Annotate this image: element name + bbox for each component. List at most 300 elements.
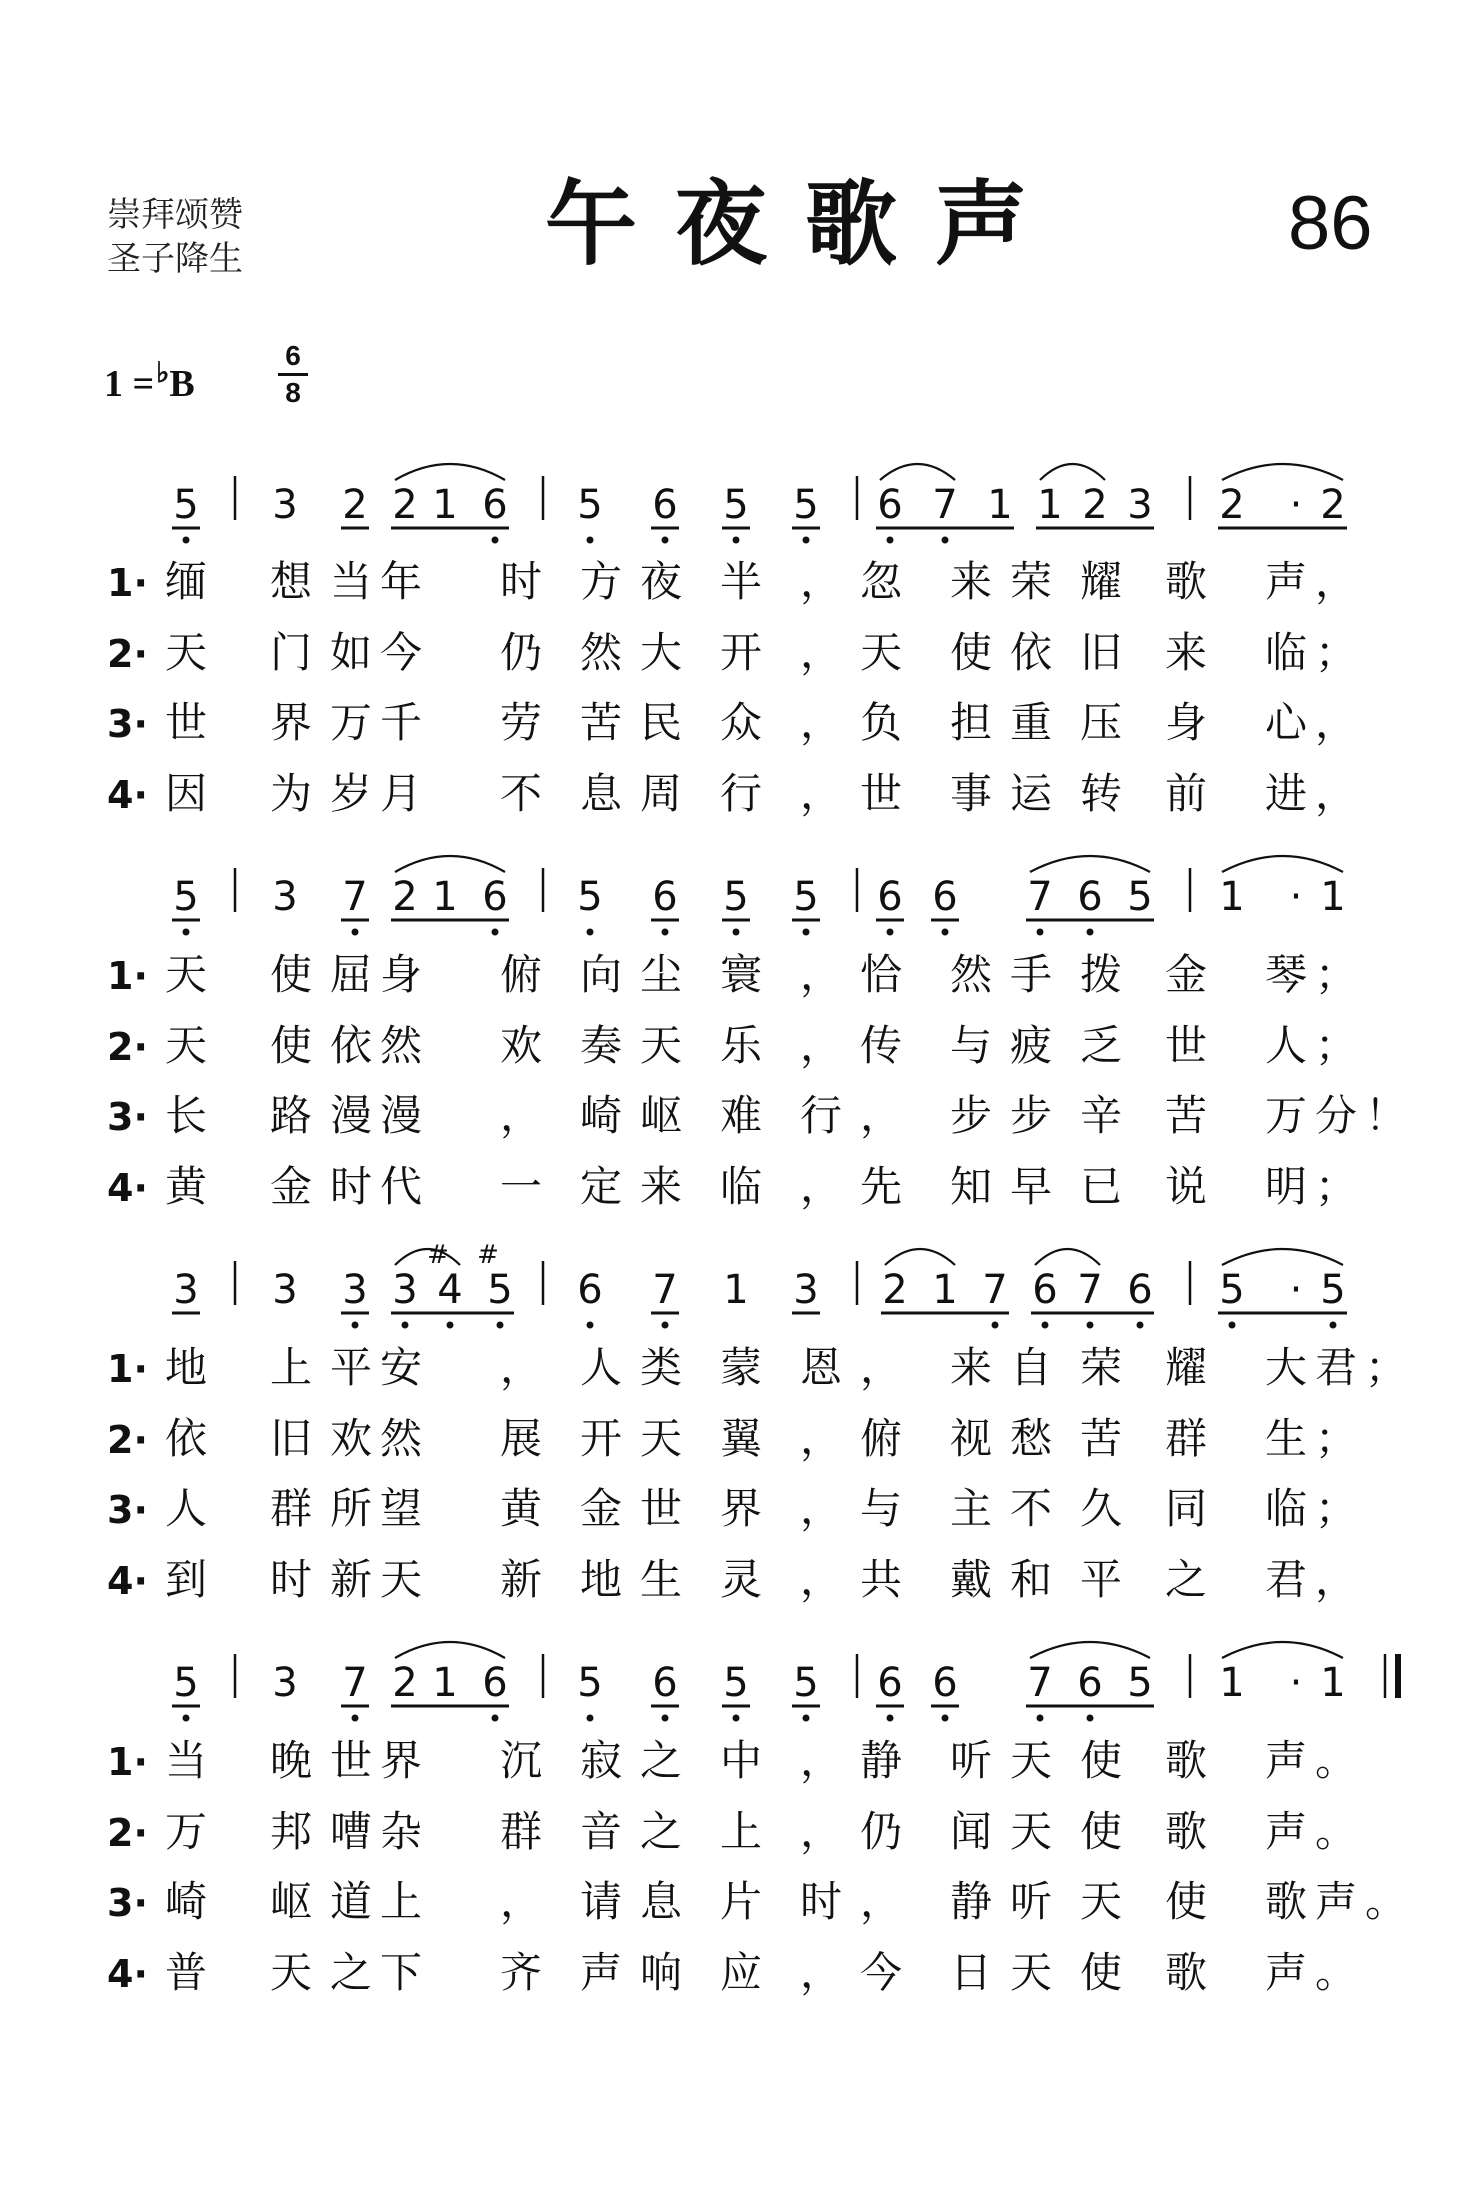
lyric-char: 使 [1080,1736,1123,1785]
lyric-char: 耀 [1165,1343,1208,1392]
octave-dot-below [352,929,359,936]
note: 6 [652,482,678,528]
lyric-char: 行 [720,769,763,818]
lyric-char: 前 [1165,769,1208,818]
lyric-char: 早 [1010,1162,1053,1211]
lyric-char: 俯 [500,950,543,999]
lyric-char: 君 [1315,1343,1358,1392]
octave-dot-below [587,1715,594,1722]
lyric-char: 不 [500,769,543,818]
lyric-char: 今 [860,1948,903,1997]
pickup-note: 5 [173,874,199,920]
lyric-char: 平 [1080,1555,1123,1604]
verse-number: 2· [107,632,148,676]
lyric-char: 日 [950,1948,993,1997]
octave-dot-below [942,537,949,544]
note: 7 [342,874,368,920]
note: 6 [1077,874,1103,920]
lyric-char: ， [800,1736,843,1785]
note: 1 [1037,482,1063,528]
note: 6 [932,874,958,920]
lyric-char: 黄 [500,1484,543,1533]
lyric-char: 和 [1010,1555,1053,1604]
lyric-char: 愁 [1010,1414,1053,1463]
lyric-char: 恰 [860,950,903,999]
note: 5 [1320,1267,1346,1313]
note: 6 [877,482,903,528]
octave-dot-below [447,1322,454,1329]
lyric-char: 明 [1265,1162,1308,1211]
lyric-char: 事 [950,769,993,818]
lyric-char: 使 [1165,1877,1208,1926]
lyric-char: 时 [800,1877,843,1926]
lyric-char: 之 [1165,1555,1208,1604]
note: · [1289,1267,1303,1313]
octave-dot-below [492,929,499,936]
lyric-char: 类 [640,1343,683,1392]
lyric-char: 手 [1010,950,1053,999]
lyric-char: ， [800,628,843,677]
lyric-char: 忽 [860,557,903,606]
lyric-char: ， [800,1948,843,1997]
note: 1 [723,1267,749,1313]
lyric-char: 金 [580,1484,623,1533]
lyric-char: 说 [1165,1162,1208,1211]
lyric-char: 。 [1365,1877,1408,1926]
lyric-char: 然 [380,1414,423,1463]
lyric-char: 拨 [1080,950,1123,999]
octave-dot-below [1087,1322,1094,1329]
lyric-char: 下 [380,1948,423,1997]
lyric-char: 使 [950,628,993,677]
lyric-char: 步 [950,1091,993,1140]
lyric-char: 使 [270,1021,313,1070]
lyric-char: 漫 [380,1091,423,1140]
lyric-char: 时 [330,1162,373,1211]
slur [1222,856,1343,872]
note: 1 [432,482,458,528]
note: 5 [1219,1267,1245,1313]
lyric-char: 分 [1315,1091,1358,1140]
slur [1040,464,1105,480]
slur [1222,1642,1343,1658]
lyric-char: 声 [1315,1877,1358,1926]
lyric-char: 然 [950,950,993,999]
lyric-char: 界 [720,1484,763,1533]
lyric-char: 缅 [165,557,208,606]
lyric-char: 新 [500,1555,543,1604]
lyric-char: 之 [330,1948,373,1997]
note: 3 [1127,482,1153,528]
key-prefix: 1 = [104,363,155,405]
lyric-char: 千 [380,698,423,747]
lyric-char: 荣 [1080,1343,1123,1392]
lyric-char: 歌 [1165,1736,1208,1785]
verse-number: 1· [107,561,148,605]
lyric-char: 时 [500,557,543,606]
lyric-char: 共 [860,1555,903,1604]
pickup-dot-below [183,1715,190,1722]
lyric-char: 不 [1010,1484,1053,1533]
lyric-char: 声 [1265,1948,1308,1997]
lyric-char: ， [1315,557,1358,606]
lyric-char: 使 [1080,1948,1123,1997]
lyric-char: 仍 [860,1807,903,1856]
lyric-char: ， [860,1877,903,1926]
lyric-char: 息 [580,769,623,818]
note: 3 [793,1267,819,1313]
lyric-char: 俯 [860,1414,903,1463]
lyric-char: 苦 [580,698,623,747]
note: · [1289,482,1303,528]
note: 1 [987,482,1013,528]
slur [395,1642,505,1658]
lyric-char: 依 [1010,628,1053,677]
note: 3 [272,1267,298,1313]
lyric-char: 片 [720,1877,763,1926]
note: 5 [577,482,603,528]
lyric-char: 天 [165,950,208,999]
sharp-accidental: # [427,1240,449,1270]
octave-dot-below [352,1322,359,1329]
lyric-char: ， [1315,769,1358,818]
lyric-char: 天 [1010,1736,1053,1785]
note: 5 [577,1660,603,1706]
octave-dot-below [1087,1715,1094,1722]
lyric-char: 知 [950,1162,993,1211]
lyric-char: 应 [720,1948,763,1997]
lyric-char: ； [1315,950,1358,999]
lyric-char: 乏 [1080,1021,1123,1070]
octave-dot-below [1087,929,1094,936]
lyric-char: 来 [640,1162,683,1211]
note: 2 [882,1267,908,1313]
verse-number: 2· [107,1025,148,1069]
lyric-char: 群 [270,1484,313,1533]
lyric-char: 想 [270,557,313,606]
lyric-char: ， [860,1343,903,1392]
slur [885,1249,955,1265]
octave-dot-below [1330,1322,1337,1329]
lyric-char: 漫 [330,1091,373,1140]
lyric-char: 世 [640,1484,683,1533]
note: 7 [1027,874,1053,920]
lyric-char: 夜 [640,557,683,606]
lyric-char: 门 [270,628,313,677]
note: 5 [793,874,819,920]
lyric-char: 之 [640,1736,683,1785]
lyric-char: 天 [640,1021,683,1070]
lyric-char: 众 [720,698,763,747]
lyric-char: 金 [1165,950,1208,999]
note: 6 [877,874,903,920]
note: 7 [342,1660,368,1706]
lyric-char: 歌 [1165,1807,1208,1856]
lyric-char: 杂 [380,1807,423,1856]
slur [1222,1249,1343,1265]
lyric-char: ， [800,1555,843,1604]
slur [395,464,505,480]
verse-number: 3· [107,702,148,746]
lyric-char: 开 [580,1414,623,1463]
octave-dot-below [662,1322,669,1329]
lyric-char: 欢 [500,1021,543,1070]
lyric-char: 天 [1010,1948,1053,1997]
lyric-char: ； [1315,1021,1358,1070]
octave-dot-below [662,1715,669,1722]
lyric-char: ， [800,1414,843,1463]
lyric-char: 人 [1265,1021,1308,1070]
time-signature-top: 6 [285,340,301,371]
lyric-char: ， [800,1807,843,1856]
lyric-char: 之 [640,1807,683,1856]
octave-dot-below [492,537,499,544]
lyric-char: ； [1315,1414,1358,1463]
lyric-char: 主 [950,1484,993,1533]
note: 6 [652,1660,678,1706]
note: 6 [1077,1660,1103,1706]
lyric-char: 息 [640,1877,683,1926]
lyric-char: 生 [640,1555,683,1604]
note: · [1289,1660,1303,1706]
lyric-char: ， [500,1343,543,1392]
note: 2 [392,1660,418,1706]
lyric-char: 难 [720,1091,763,1140]
lyric-char: 荣 [1010,557,1053,606]
octave-dot-below [733,929,740,936]
slur [1222,464,1343,480]
lyric-char: 恩 [800,1343,843,1392]
lyric-char: 月 [380,769,423,818]
lyric-char: 时 [270,1555,313,1604]
note: 1 [1219,874,1245,920]
lyric-char: 身 [380,950,423,999]
lyric-char: 然 [580,628,623,677]
lyric-char: 然 [380,1021,423,1070]
lyric-char: 群 [1165,1414,1208,1463]
lyric-char: 沉 [500,1736,543,1785]
lyric-char: ； [1315,1162,1358,1211]
lyric-char: 民 [640,698,683,747]
lyric-char: 仍 [500,628,543,677]
lyric-char: 当 [330,557,373,606]
lyric-char: 崎 [580,1091,623,1140]
lyric-char: 同 [1165,1484,1208,1533]
lyric-char: 琴 [1265,950,1308,999]
note: 2 [342,482,368,528]
lyric-char: 为 [270,769,313,818]
note: 5 [577,874,603,920]
lyric-char: 临 [720,1162,763,1211]
lyric-char: 行 [800,1091,843,1140]
lyric-char: ， [800,769,843,818]
lyric-char: 平 [330,1343,373,1392]
octave-dot-below [402,1322,409,1329]
lyric-char: 生 [1265,1414,1308,1463]
lyric-char: 天 [860,628,903,677]
lyric-char: 苦 [1165,1091,1208,1140]
lyric-char: 岖 [270,1877,313,1926]
time-signature-bottom: 8 [285,377,301,408]
note: 6 [877,1660,903,1706]
lyric-char: ； [1365,1343,1408,1392]
note: 3 [392,1267,418,1313]
lyric-char: 听 [1010,1877,1053,1926]
lyric-char: 寂 [580,1736,623,1785]
lyric-char: 地 [580,1555,623,1604]
lyric-char: 方 [580,557,623,606]
note: 5 [487,1267,513,1313]
octave-dot-below [492,1715,499,1722]
lyric-char: 听 [950,1736,993,1785]
lyric-char: 与 [950,1021,993,1070]
lyric-char: 静 [950,1877,993,1926]
verse-number: 2· [107,1811,148,1855]
lyric-char: 心 [1265,698,1308,747]
lyric-char: 使 [1080,1807,1123,1856]
lyric-char: 君 [1265,1555,1308,1604]
note: 5 [793,482,819,528]
lyric-char: 中 [720,1736,763,1785]
octave-dot-below [803,537,810,544]
lyric-char: 邦 [270,1807,313,1856]
lyric-char: 欢 [330,1414,373,1463]
lyric-char: 天 [165,1021,208,1070]
verse-number: 1· [107,1740,148,1784]
lyric-char: 寰 [720,950,763,999]
lyric-char: 普 [165,1948,208,1997]
pickup-dot-below [183,537,190,544]
octave-dot-below [887,537,894,544]
lyric-char: 负 [860,698,903,747]
slur [1035,1249,1100,1265]
sharp-accidental: # [477,1240,499,1270]
lyric-char: ， [800,698,843,747]
octave-dot-below [352,1715,359,1722]
lyric-char: ， [500,1091,543,1140]
lyric-char: 先 [860,1162,903,1211]
lyric-char: 一 [500,1162,543,1211]
lyric-char: 。 [1315,1807,1358,1856]
lyric-char: 晚 [270,1736,313,1785]
lyric-char: 久 [1080,1484,1123,1533]
lyric-char: 岁 [330,769,373,818]
lyric-char: 步 [1010,1091,1053,1140]
octave-dot-below [662,929,669,936]
lyric-char: 人 [580,1343,623,1392]
lyric-char: 天 [1080,1877,1123,1926]
lyric-char: 劳 [500,698,543,747]
verse-number: 3· [107,1881,148,1925]
octave-dot-below [942,1715,949,1722]
octave-dot-below [803,1715,810,1722]
verse-number: 4· [107,1559,148,1603]
note: 3 [272,482,298,528]
lyric-char: 齐 [500,1948,543,1997]
lyric-char: 上 [270,1343,313,1392]
lyric-char: 奏 [580,1021,623,1070]
note: 1 [1219,1660,1245,1706]
verse-number: 3· [107,1488,148,1532]
note: 3 [342,1267,368,1313]
lyric-char: 天 [270,1948,313,1997]
lyric-char: 地 [165,1343,208,1392]
lyric-char: 群 [500,1807,543,1856]
lyric-char: 今 [380,628,423,677]
octave-dot-below [733,537,740,544]
lyric-char: ； [1315,628,1358,677]
lyric-char: 年 [380,557,423,606]
verse-number: 2· [107,1418,148,1462]
slur [395,856,505,872]
lyric-char: 声 [1265,557,1308,606]
note: 1 [1320,1660,1346,1706]
lyric-char: 界 [380,1736,423,1785]
lyric-char: 自 [1010,1343,1053,1392]
lyric-char: 如 [330,628,373,677]
lyric-char: 歌 [1165,557,1208,606]
lyric-char: 周 [640,769,683,818]
pickup-note: 5 [173,482,199,528]
lyric-char: 辛 [1080,1091,1123,1140]
lyric-char: 使 [270,950,313,999]
verse-number: 4· [107,1952,148,1996]
lyric-char: 进 [1265,769,1308,818]
lyric-char: 来 [1165,628,1208,677]
lyric-char: 声 [580,1948,623,1997]
lyric-char: 身 [1165,698,1208,747]
note: 2 [1320,482,1346,528]
lyric-char: 人 [165,1484,208,1533]
lyric-char: 乐 [720,1021,763,1070]
octave-dot-below [887,1715,894,1722]
lyric-char: 。 [1315,1948,1358,1997]
lyric-char: 尘 [640,950,683,999]
pickup-dot-below [183,929,190,936]
slur [1030,856,1150,872]
lyric-char: 代 [380,1162,423,1211]
lyric-char: 传 [860,1021,903,1070]
note: 2 [1219,482,1245,528]
octave-dot-below [587,537,594,544]
lyric-char: 天 [165,628,208,677]
lyric-char: 苦 [1080,1414,1123,1463]
note: 5 [723,874,749,920]
note: 1 [1320,874,1346,920]
hymn-title: 午夜歌声 [545,170,1066,278]
lyric-char: 上 [380,1877,423,1926]
lyric-char: 声 [1265,1736,1308,1785]
lyric-char: 音 [580,1807,623,1856]
note: 2 [392,874,418,920]
note: 7 [1077,1267,1103,1313]
verse-number: 1· [107,954,148,998]
lyric-char: 旧 [270,1414,313,1463]
octave-dot-below [803,929,810,936]
verse-number: 4· [107,1166,148,1210]
octave-dot-below [887,929,894,936]
lyric-char: 金 [270,1162,313,1211]
key-flat: ♭ [156,358,170,389]
lyric-char: 临 [1265,628,1308,677]
lyric-char: ， [1315,698,1358,747]
verse-number: 3· [107,1095,148,1139]
category-primary: 崇拜颂赞 [107,195,243,235]
note: 4 [437,1267,463,1313]
lyric-char: 万 [165,1807,208,1856]
lyric-char: 耀 [1080,557,1123,606]
key-note: B [169,363,195,405]
